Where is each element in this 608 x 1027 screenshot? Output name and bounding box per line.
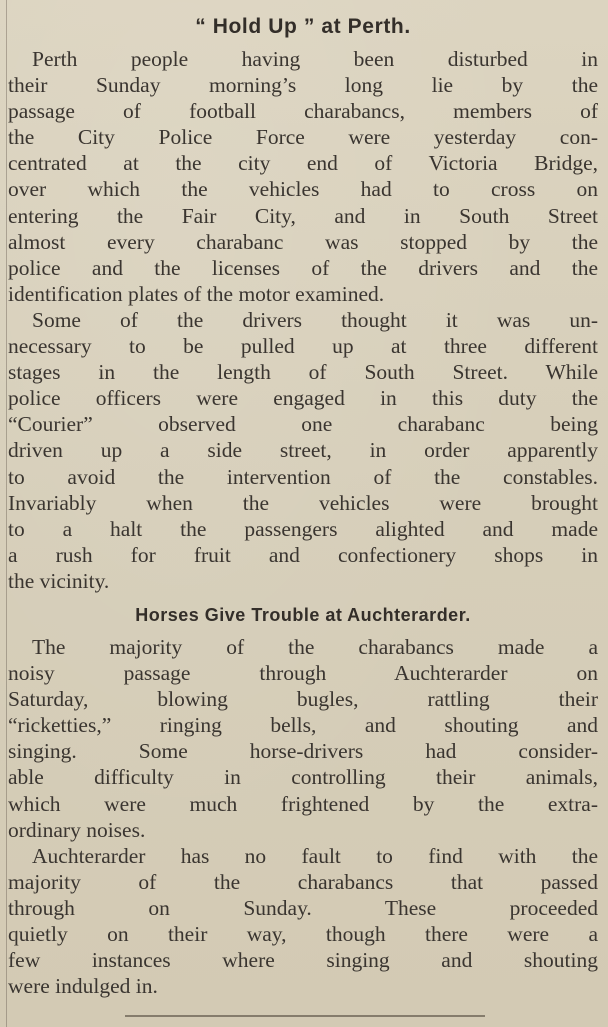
text-line: “Courier” observed one charabanc being: [8, 412, 598, 437]
text-line: police and the licenses of the drivers and the: [8, 255, 598, 280]
text-line: passage of football charabancs, members of: [8, 99, 598, 124]
paragraph: [8, 307, 598, 594]
text-line: their Sunday morning’s long lie by the: [8, 73, 598, 98]
article-horses-give-trouble: [8, 602, 598, 999]
text-line: the vicinity.: [8, 568, 110, 593]
text-line: Invariably when the vehicles were brought: [8, 490, 598, 515]
text-line: over which the vehicles had to cross on: [8, 177, 598, 202]
headline: “ Hold Up ” at Perth.: [195, 15, 411, 38]
text-line: driven up a side street, in order apparently: [8, 438, 598, 463]
text-line: stages in the length of South Street. While: [8, 360, 598, 385]
text-line: were indulged in.: [8, 974, 158, 999]
text-line: “ricketties,” ringing bells, and shouting and: [8, 713, 598, 738]
text-line: The majority of the charabancs made a: [32, 634, 598, 659]
text-line: Auchterarder has no fault to find with the: [32, 843, 598, 868]
text-line: singing. Some horse-drivers had consider-: [8, 739, 598, 764]
subheadline: Horses Give Trouble at Auchterarder.: [135, 604, 471, 625]
text-line: Saturday, blowing bugles, rattling their: [8, 687, 598, 712]
text-line: identification plates of the motor examined.: [8, 281, 385, 306]
text-line: necessary to be pulled up at three different: [8, 334, 598, 359]
text-line: Perth people having been disturbed in: [32, 47, 598, 71]
text-line: majority of the charabancs that passed: [8, 869, 598, 894]
paragraph: [8, 843, 598, 1000]
end-rule: [125, 1015, 485, 1017]
column-rule: [6, 0, 7, 1027]
text-line: able difficulty in controlling their animals,: [8, 765, 598, 790]
text-line: police officers were engaged in this duty the: [8, 386, 598, 411]
article-hold-up-at-perth: [8, 14, 598, 594]
text-line: through on Sunday. These proceeded: [8, 895, 598, 920]
text-line: to a halt the passengers alighted and made: [8, 516, 598, 541]
paragraph: [8, 634, 598, 843]
text-line: centrated at the city end of Victoria Bridge,: [8, 151, 598, 176]
text-line: ordinary noises.: [8, 817, 146, 842]
paragraph: [8, 46, 598, 307]
text-line: entering the Fair City, and in South Street: [8, 203, 598, 228]
text-line: which were much frightened by the extra-: [8, 791, 598, 816]
text-line: to avoid the intervention of the constables.: [8, 464, 598, 489]
text-line: almost every charabanc was stopped by the: [8, 229, 598, 254]
text-line: a rush for fruit and confectionery shops in: [8, 542, 598, 567]
text-line: Some of the drivers thought it was un-: [32, 307, 598, 332]
text-line: few instances where singing and shouting: [8, 948, 598, 973]
text-line: quietly on their way, though there were a: [8, 922, 598, 946]
text-line: noisy passage through Auchterarder on: [8, 661, 598, 686]
text-line: the City Police Force were yesterday con-: [8, 125, 598, 150]
